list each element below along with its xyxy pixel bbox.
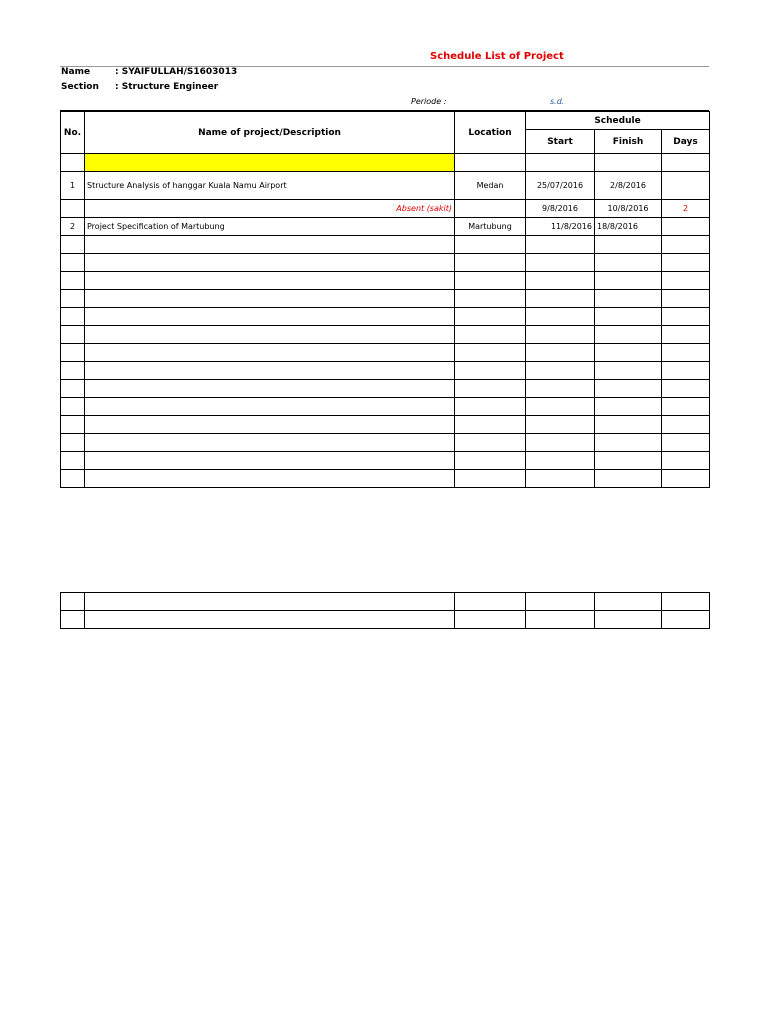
table-row [61, 308, 710, 326]
header-days: Days [662, 130, 710, 154]
section-value: : Structure Engineer [115, 82, 219, 92]
lower-table [60, 592, 710, 629]
table-row [61, 218, 710, 236]
row-start[interactable]: 9/8/2016 [526, 200, 595, 218]
row-no[interactable]: 1 [61, 172, 85, 200]
table-row [61, 416, 710, 434]
table-row [61, 380, 710, 398]
table-row [61, 362, 710, 380]
row-start[interactable]: 25/07/2016 [526, 172, 595, 200]
header-finish: Finish [595, 130, 662, 154]
row-location[interactable]: Martubung [455, 218, 526, 236]
table-row [61, 326, 710, 344]
header-location: Location [455, 112, 526, 154]
highlighted-cell[interactable] [85, 154, 455, 172]
table-row [61, 452, 710, 470]
periode-sd: s.d. [550, 97, 565, 106]
header-no: No. [61, 112, 85, 154]
row-no[interactable] [61, 200, 85, 218]
row-description[interactable]: Structure Analysis of hanggar Kuala Namu Airport [85, 172, 455, 200]
name-label: Name [61, 67, 91, 77]
row-description[interactable]: Project Specification of Martubung [85, 218, 455, 236]
row-location[interactable]: Medan [455, 172, 526, 200]
periode-label: Periode : [411, 97, 447, 106]
header-name: Name of project/Description [85, 112, 455, 154]
header-schedule: Schedule [526, 112, 710, 130]
name-value: : SYAIFULLAH/S1603013 [115, 67, 238, 77]
header-start: Start [526, 130, 595, 154]
table-row [61, 272, 710, 290]
table-row [61, 254, 710, 272]
row-description[interactable]: Absent (sakit) [85, 200, 455, 218]
table-row [61, 470, 710, 488]
schedule-table [60, 111, 710, 488]
table-row [61, 611, 710, 629]
table-row [61, 398, 710, 416]
section-label: Section [61, 82, 99, 92]
row-finish[interactable]: 10/8/2016 [595, 200, 662, 218]
row-days[interactable]: 2 [662, 200, 710, 218]
row-no[interactable]: 2 [61, 218, 85, 236]
table-row [61, 172, 710, 200]
row-start[interactable]: 11/8/2016 [526, 218, 595, 236]
table-row [61, 290, 710, 308]
table-row [61, 434, 710, 452]
row-finish[interactable]: 18/8/2016 [595, 218, 662, 236]
table-row [61, 593, 710, 611]
table-row [61, 344, 710, 362]
table-row [61, 236, 710, 254]
table-row [61, 154, 710, 172]
table-row [61, 200, 710, 218]
document-title: Schedule List of Project [430, 51, 564, 62]
row-location[interactable] [455, 200, 526, 218]
row-finish[interactable]: 2/8/2016 [595, 172, 662, 200]
row-days[interactable] [662, 172, 710, 200]
row-days[interactable] [662, 218, 710, 236]
